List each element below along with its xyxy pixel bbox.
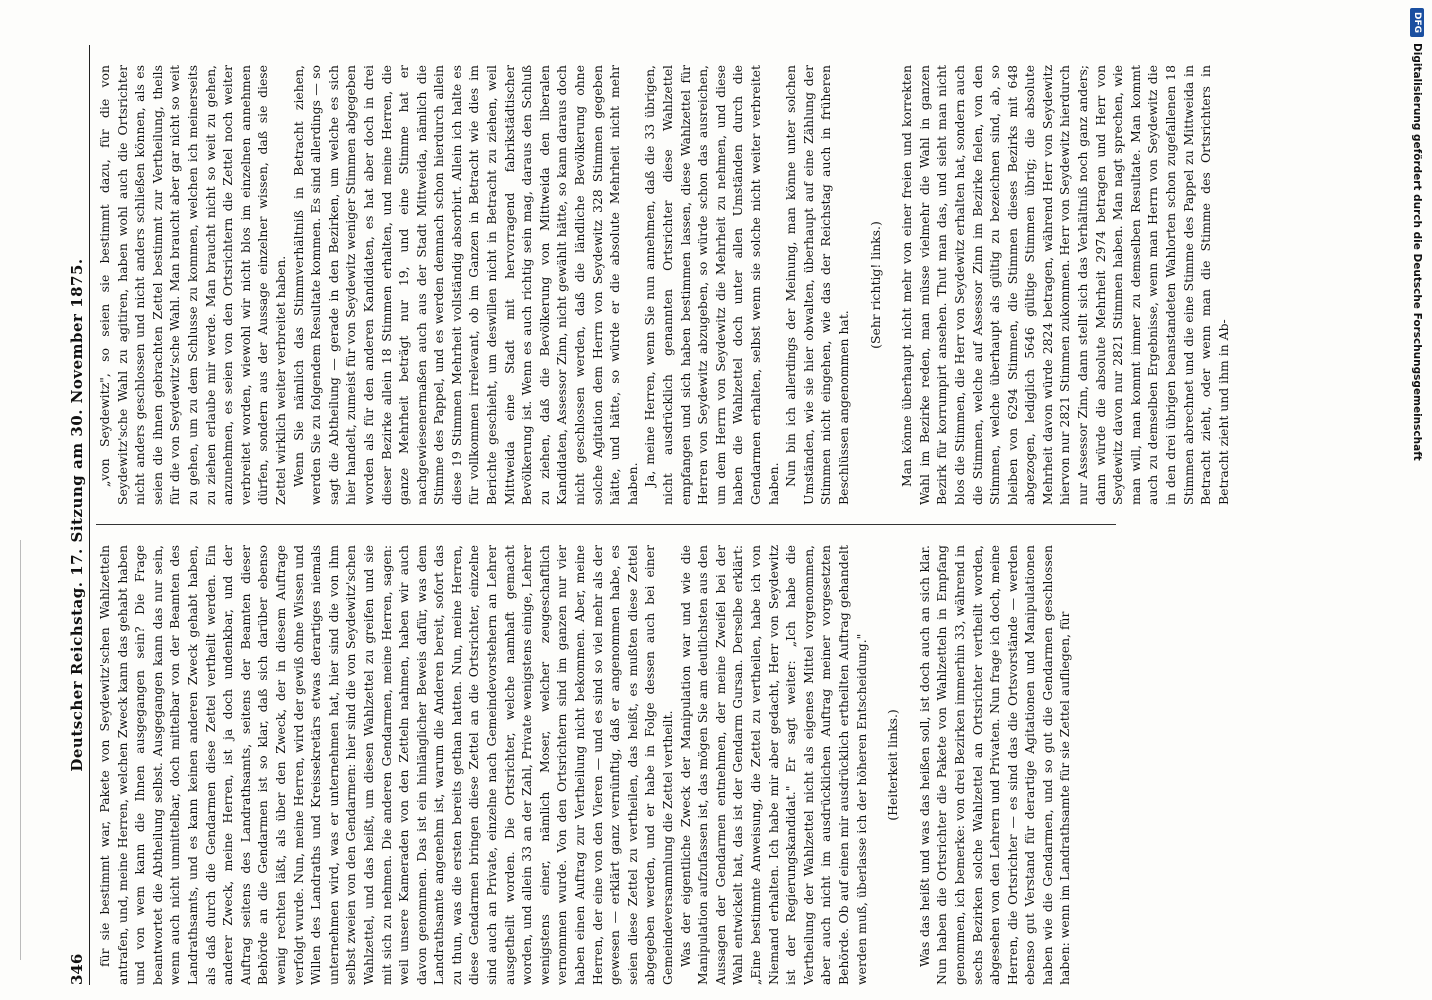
left-paragraph-1: für sie bestimmt war, Pakete von Seydewitz'schen Wahlzetteln antrafen, und, meine Herren, welchen Zweck kann das gehabt haben und von wem kann die Ihnen ausgegangen sein? Die Frage beantwortet die Abtheilung selbst. Ausgegangen kann das nur sein, wenn auch nicht unmittelbar, doch mittelbar von der Beamten des Landrathsamts, und es kann keinen anderen Zweck gehabt haben, als daß durch die Gendarmen diese Zettel vertheilt werden. Ein anderer Zweck, meine Herren, ist ja doch undenkbar, und der Auftrag seitens des Landrathsamts, seitens der Beamten dieser Behörde an die Gendarmen ist so klar, daß sich darüber ebenso wenig rechten läßt, als über den Zweck, der in diesem Auftrage verfolgt wurde. Nun, meine Herren, wird der gewiß ohne Wissen und Willen des Landraths und Kreissekretärs etwas derartiges niemals unternehmen wird, was er unternehmen hat, hier sind die von ihm selbst zweien von den Gendarmen: hier sind die von Seydewitz'schen Wahlzettel, und das heißt, um diesen Wahlzettel zu greifen und sie mit sich zu nehmen. Die anderen Gendarmen, meine Herren, sagen: weil unsere Kameraden von den Zetteln nahmen, haben wir auch davon genommen. Das ist ein hinlänglicher Beweis dafür, was dem Landrathsamte angenehm ist, warum die Anderen bereit, sofort das zu thun, was die ersten bereits gethan hatten. Nun, meine Herren, diese Gendarmen bringen diese Zettel an die Ortsrichter, einzelne sind auch an Private, einzelne nach Gemeindevorstehern an Lehrer ausgetheilt worden. Die Ortsrichter, welche namhaft gemacht worden, und allein 33 an der Zahl, Private wenigstens einige, Lehrer wenigstens einer, nämlich Moser, welcher zeugeschaftlich vernommen wurde. Von den Ortsrichtern sind im ganzen nur vier haben einen Auftrag zur Vertheilung nicht bekommen. Aber, meine Herren, der eine von den Vieren — und es sind so viel mehr als der gewesen — erklärt ganz vernünftig, daß er angenommen habe, es seien diese Zettel zu vertheilen, das heißt, es mußten diese Zettel abgegeben werden, und er habe in Folge dessen auch bei einer Gemeindeversammlung die Zettel vertheilt. [97, 545, 675, 985]
page-title: Deutscher Reichstag. 17. Sitzung am 30. November 1875. [68, 258, 86, 772]
column-divider [96, 524, 1116, 525]
dfg-credit-text: Digitalisierung gefördert durch die Deutsche Forschungsgemeinschaft [1411, 43, 1423, 461]
rotated-page-content [60, 45, 1390, 985]
page-number: 346 [68, 953, 86, 985]
dfg-credit [1408, 8, 1426, 648]
right-paragraph-5: Man könne überhaupt nicht mehr von einer freien und korrekten Wahl im Bezirke reden, man müsse vielmehr die Wahl in ganzen Bezirk für korrumpirt ansehen. Thut man das, und sieht man nicht blos die Stimmen, die Herr von Seydewitz erhalten hat, sondern auch die Stimmen, welche auf Assessor Zinn im Bezirke fielen, von den Stimmen, welche überhaupt als gültig zu bezeichnen sind, ab, so bleiben von 6294 Stimmen, die Stimmen dieses Bezirks mit 648 abgezogen, lediglich 5646 gültige Stimmen übrig; die absolute Mehrheit davon würde 2824 betragen, während Herr von Seydewitz hiervon nur 2821 Stimmen zukommen. Herr von Seydewitz hierdurch nur Assessor Zinn, dann stellt sich das Verhältniß noch ganz anders; dann würde die absolute Mehrheit 2974 betragen und Herr von Seydewitz davon nur 2821 Stimmen haben. Man nagt sprechen, wie man will, man kommt immer zu demselben Resultate. Man kommt auch zu demselben Ergebnisse, wenn man Herrn von Seydewitz die in den drei übrigen beanstandeten Wahlorten schon zugefallenen 18 Stimmen abrechnet und die eine Stimme des Pappel zu Mittweida in Betracht zieht, oder wenn man die Stimme des Ortsrichters in Betracht zieht und ihm in Ab- [899, 65, 1231, 505]
left-interjection: (Heiterkeit links.) [885, 709, 901, 821]
right-paragraph-1: „von Seydewitz", so seien sie bestimmt dazu, für die von Seydewitz'sche Wahl zu agitiren, haben wohl auch die Ortsrichter nicht anders geschlossen und nicht anders schließen können, als es seien die ihnen gebrachten Zettel bestimmt zur Vertheilung, theils für die von Seydewitz'sche Wahl. Man braucht aber gar nicht so weit zu gehen, um zu dem Schlusse zu kommen, welchen ich meinerseits zu ziehen erlaube mir werde. Man braucht nicht so weit zu gehen, anzunehmen, es seien von den Ortsrichtern die Zettel noch weiter verbreitet worden, wiewohl wir nicht blos im einzelnen annehmen dürfen, sondern aus der Aussage einzelner wissen, daß sie diese Zettel wirklich weiter verbreitet haben. [97, 65, 288, 505]
right-paragraph-3: Ja, meine Herren, wenn Sie nun annehmen, daß die 33 übrigen, nicht ausdrücklich genannten Ortsrichter diese Wahlzettel empfangen und sich haben bestimmen lassen, diese Wahlzettel für Herren von Seydewitz abzugeben, so würde schon das ausreichen, um dem Herrn von Seydewitz die Mehrheit zu nehmen, und diese haben die Wahlzettel doch unter allen Umständen durch die Gendarmen erhalten, selbst wenn sie solche nicht weiter verbreitet haben. [642, 65, 781, 505]
left-column [96, 545, 1376, 985]
right-interjection: (Sehr richtig! links.) [867, 221, 883, 349]
left-paragraph-3: Was das heißt und was das heißen soll, ist doch auch an sich klar. Nun haben die Ortsrichter die Pakete von Wahlzetteln in Empfang genommen, ich bemerke: von drei Bezirken immerhin 33, während in sechs Bezirken solche Wahlzettel an Ortsrichter vertheilt worden, abgesehen von den Lehrern und Privaten. Nun frage ich doch, meine Herren, die Ortsrichter — es sind das die Ortsvorstände — werden ebenso gut Verstand für derartige Agitationen und Manipulationen haben wie die Gendarmen, und so gut die Gendarmen geschlossen haben: wenn im Landrathsamte für sie Zettel aufliegen, für [916, 545, 1073, 985]
right-paragraph-4: Nun bin ich allerdings der Meinung, man könne unter solchen Umständen, wie sie hier obwalten, überhaupt auf eine Zählung der Stimmen nicht eingehen, wie das der Reichstag auch in früheren Beschlüssen angenommen hat. [783, 65, 851, 505]
page-header [60, 45, 90, 985]
right-paragraph-2: Wenn Sie nämlich das Stimmverhältniß in Betracht ziehen, werden Sie zu folgendem Resultate kommen. Es sind allerdings — so sagt die Abtheilung — gerade in den Bezirken, um welche es sich hier handelt, zumeist für von Seydewitz weniger Stimmen abgegeben worden als für den anderen Kandidaten, es hat aber doch in drei dieser Bezirke allein 18 Stimmen erhalten, und meine Herren, die ganze Mehrheit beträgt nur 19, und eine Stimme hat er nachgewiesenermaßen auch aus der Stadt Mittweida, nämlich die Stimme des Pappel, und es werden demnach schon hierdurch allein diese 19 Stimmen Mehrheit vollständig absorbirt. Allein ich halte es für vollkommen irrelevant, ob im Ganzen in Betracht wie dies im Berichte geschieht, um deswillen nicht in Betracht zu ziehen, weil Mittweida eine Stadt mit hervorragend fabrikstädtischer Bevölkerung ist. Wenn es auch richtig sein mag, daraus den Schluß zu ziehen, daß die Bevölkerung von Mittweida den liberalen Kandidaten, Assessor Zinn, nicht gewählt hätte, so kann daraus doch nicht geschlossen werden, daß die ländliche Bevölkerung ohne solche Agitation dem Herrn von Seydewitz 328 Stimmen gegeben hätte, und hätte, so würde er die absolute Mehrheit nicht mehr haben. [290, 65, 640, 505]
left-paragraph-2: Was der eigentliche Zweck der Manipulation war und wie die Manipulation aufzufassen ist, das mögen Sie am deutlichsten aus den Aussagen der Gendarmen entnehmen, der meine Zweifel bei der Wahl entwickelt hat, das ist der Gendarm Gursan. Derselbe erklärt: „Eine bestimmte Anweisung, die Zettel zu vertheilen, habe ich von Niemand erhalten. Ich habe mir aber gedacht, Herr von Seydewitz ist der Regierungskandidat." Er sagt weiter: „Ich habe die Vertheilung der Wahlzettel nicht als eigenes Mittel vorgenommen, aber auch nicht im ausdrücklichen Auftrag meiner vorgesetzten Behörde. Ob auf einen mir ausdrücklich ertheilten Auftrag gehandelt werden muß, überlasse ich der höheren Entscheidung." [677, 545, 869, 985]
dfg-logo: DFG [1410, 8, 1424, 37]
margin-rule [20, 540, 21, 960]
right-column [96, 65, 1376, 505]
